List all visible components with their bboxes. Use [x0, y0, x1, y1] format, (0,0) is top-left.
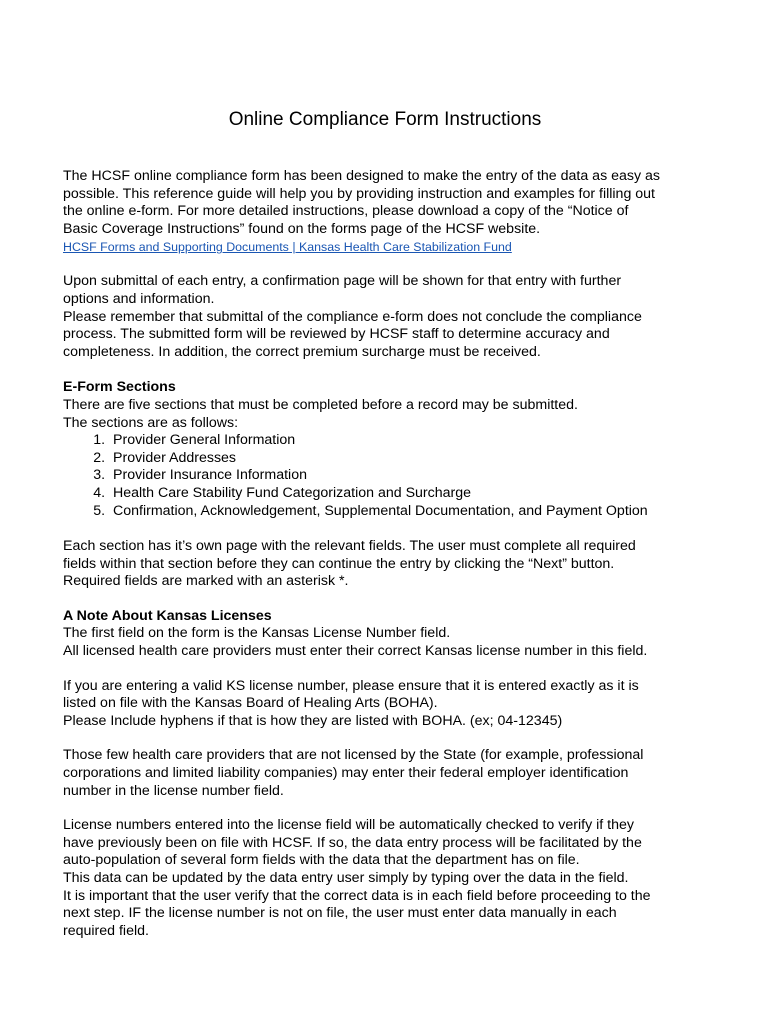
text-line: Each section has it’s own page with the relevant fields. The user must complete all required — [63, 538, 636, 555]
text-line: Basic Coverage Instructions” found on the forms page of the HCSF website. — [63, 220, 541, 237]
text-line: Those few health care providers that are not licensed by the State (for example, professional — [63, 747, 644, 764]
text-line: Upon submittal of each entry, a confirmation page will be shown for that entry with further — [63, 273, 622, 290]
text-line: corporations and limited liability companies) may enter their federal employer identification — [63, 765, 629, 782]
list-item: 5. Confirmation, Acknowledgement, Supplemental Documentation, and Payment Option — [109, 503, 713, 521]
hcsf-forms-link[interactable]: HCSF Forms and Supporting Documents | Kansas Health Care Stabilization Fund — [63, 240, 512, 255]
text-line: Required fields are marked with an asterisk *. — [63, 573, 349, 590]
auto-check-paragraph — [63, 817, 713, 940]
eform-sections-block — [63, 379, 713, 432]
text-line: options and information. — [63, 290, 215, 307]
list-item: 2. Provider Addresses — [109, 450, 713, 468]
not-licensed-paragraph — [63, 747, 713, 800]
list-item: 4. Health Care Stability Fund Categorization and Surcharge — [109, 485, 713, 503]
text-line: number in the license number field. — [63, 782, 284, 799]
licenses-block — [63, 608, 713, 661]
valid-license-paragraph — [63, 678, 713, 731]
text-line: License numbers entered into the license field will be automatically checked to verify if they — [63, 817, 634, 834]
text-line: next step. IF the license number is not on file, the user must enter data manually in each — [63, 905, 617, 922]
text-line: The sections are as follows: — [63, 414, 239, 431]
text-line: Please Include hyphens if that is how they are listed with BOHA. (ex; 04-12345) — [63, 712, 563, 729]
text-line: completeness. In addition, the correct premium surcharge must be received. — [63, 343, 541, 360]
text-line: required field. — [63, 922, 149, 939]
text-line: possible. This reference guide will help you by providing instruction and examples for filling out — [63, 185, 655, 202]
text-line: It is important that the user verify that the correct data is in each field before proceeding to the — [63, 887, 651, 904]
page-title: Online Compliance Form Instructions — [228, 109, 542, 130]
text-line: Please remember that submittal of the compliance e-form does not conclude the compliance — [63, 308, 642, 325]
text-line: The first field on the form is the Kansas License Number field. — [63, 625, 451, 642]
text-line: the online e-form. For more detailed instructions, please download a copy of the “Notice of — [63, 203, 629, 220]
list-item: 3. Provider Insurance Information — [109, 467, 713, 485]
intro-paragraph — [63, 168, 713, 238]
text-line: have previously been on file with HCSF. If so, the data entry process will be facilitated by the — [63, 834, 642, 851]
submittal-paragraph — [63, 273, 713, 361]
text-line: If you are entering a valid KS license number, please ensure that it is entered exactly as it is — [63, 677, 639, 694]
text-line: All licensed health care providers must enter their correct Kansas license number in this field. — [63, 643, 648, 660]
text-line: There are five sections that must be completed before a record may be submitted. — [63, 396, 578, 413]
text-line: fields within that section before they can continue the entry by clicking the “Next” button. — [63, 555, 615, 572]
eform-sections-heading: E-Form Sections — [63, 379, 176, 396]
text-line: listed on file with the Kansas Board of Healing Arts (BOHA). — [63, 695, 438, 712]
text-line: This data can be updated by the data entry user simply by typing over the data in the field. — [63, 870, 629, 886]
each-section-paragraph — [63, 538, 713, 591]
text-line: auto-population of several form fields with the data that the department has on file. — [63, 852, 580, 869]
licenses-heading: A Note About Kansas Licenses — [63, 607, 272, 624]
list-item: 1. Provider General Information — [109, 432, 713, 450]
text-line: The HCSF online compliance form has been designed to make the entry of the data as easy as — [63, 168, 660, 184]
text-line: process. The submitted form will be reviewed by HCSF staff to determine accuracy and — [63, 326, 610, 343]
document-body — [63, 168, 713, 940]
eform-sections-list — [63, 432, 713, 520]
